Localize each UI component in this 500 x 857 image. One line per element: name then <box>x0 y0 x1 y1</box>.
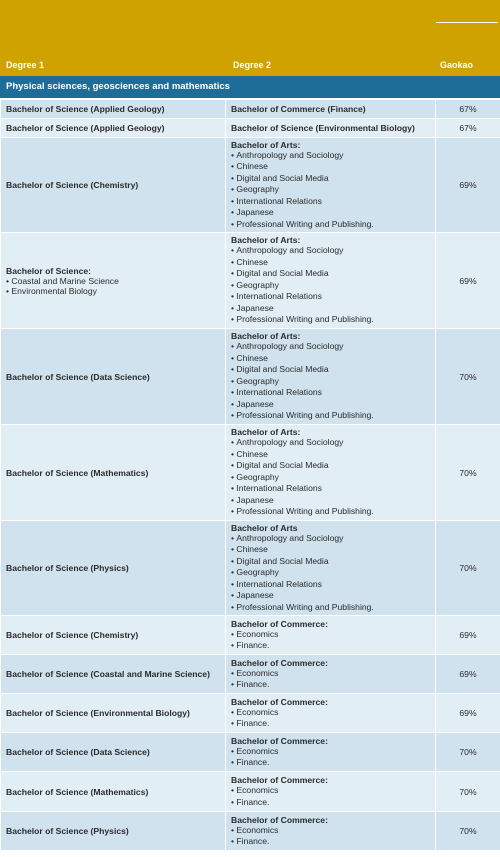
degree-2-item: • Japanese <box>231 399 430 411</box>
gaokao-cell: 69% <box>436 694 500 733</box>
degree-1-cell <box>1 521 226 616</box>
degree-1-title: Bachelor of Science (Environmental Biology) <box>6 708 190 718</box>
degree-1-cell <box>1 812 226 851</box>
gaokao-cell: 69% <box>436 655 500 694</box>
degree-2-item: • Geography <box>231 280 430 292</box>
degree-1-cell <box>1 119 226 138</box>
degree-2-cell <box>226 233 436 329</box>
table-row <box>1 812 500 851</box>
degree-1-title: Bachelor of Science (Physics) <box>6 826 129 836</box>
gaokao-cell: 69% <box>436 233 500 329</box>
degree-2-cell <box>226 812 436 851</box>
degree-2-title: Bachelor of Commerce: <box>231 775 328 785</box>
degree-2-item: • Japanese <box>231 495 430 507</box>
degree-2-item: • Geography <box>231 184 430 196</box>
header-degree-2: Degree 2 <box>233 60 272 70</box>
header-degree-1: Degree 1 <box>6 60 45 70</box>
degree-1-cell <box>1 616 226 655</box>
degree-2-cell <box>226 655 436 694</box>
degree-2-item: • Geography <box>231 567 430 579</box>
degree-2-item: • Anthropology and Sociology <box>231 437 430 449</box>
gaokao-cell: 70% <box>436 772 500 812</box>
degree-2-item: • Finance. <box>231 797 430 809</box>
degree-2-cell <box>226 138 436 233</box>
degree-1-item: • Coastal and Marine Science <box>6 276 220 286</box>
degree-2-item: • Chinese <box>231 544 430 556</box>
degree-2-title: Bachelor of Commerce: <box>231 657 328 668</box>
degree-1-title: Bachelor of Science (Physics) <box>6 563 129 573</box>
table-row <box>1 233 500 329</box>
degree-2-title: Bachelor of Commerce: <box>231 814 328 825</box>
degree-1-title: Bachelor of Science (Applied Geology) <box>6 123 165 133</box>
header-divider <box>436 22 498 23</box>
degree-2-item: • International Relations <box>231 579 430 591</box>
degree-2-title: Bachelor of Arts: <box>231 427 301 438</box>
table-row <box>1 694 500 733</box>
degree-1-cell <box>1 233 226 329</box>
gaokao-cell: 67% <box>436 119 500 138</box>
degree-1-cell <box>1 425 226 521</box>
degree-2-item: • Economics <box>231 707 430 719</box>
gaokao-cell: 70% <box>436 521 500 616</box>
degree-2-item: • Chinese <box>231 449 430 461</box>
degree-2-item: • Professional Writing and Publishing. <box>231 410 430 422</box>
degree-2-item: • Economics <box>231 629 430 641</box>
degree-2-item: • Finance. <box>231 718 430 730</box>
degree-2-title: Bachelor of Arts: <box>231 139 301 150</box>
degree-2-item-list <box>231 150 430 231</box>
degree-2-item: • Economics <box>231 746 430 758</box>
degree-1-item: • Environmental Biology <box>6 286 220 296</box>
degree-2-item: • International Relations <box>231 387 430 399</box>
degree-2-item: • Economics <box>231 785 430 797</box>
degree-2-item: • Chinese <box>231 257 430 269</box>
degree-2-item: • Professional Writing and Publishing. <box>231 314 430 326</box>
degree-2-item-list <box>231 746 430 769</box>
degree-2-item: • Economics <box>231 668 430 680</box>
degree-2-item-list <box>231 629 430 652</box>
degree-1-title: Bachelor of Science (Coastal and Marine Science) <box>6 669 210 679</box>
degree-2-item-list <box>231 707 430 730</box>
gaokao-cell: 70% <box>436 733 500 772</box>
degree-2-item: • Digital and Social Media <box>231 556 430 568</box>
degree-2-title: Bachelor of Commerce: <box>231 735 328 746</box>
degree-2-item: • Finance. <box>231 640 430 652</box>
degree-1-title: Bachelor of Science (Applied Geology) <box>6 104 165 114</box>
degree-2-title: Bachelor of Arts <box>231 522 298 533</box>
degree-2-item: • Anthropology and Sociology <box>231 150 430 162</box>
degree-2-item: • Professional Writing and Publishing. <box>231 506 430 518</box>
degree-1-title: Bachelor of Science (Data Science) <box>6 747 150 757</box>
degree-2-item: • Finance. <box>231 836 430 848</box>
table-row <box>1 119 500 138</box>
degree-2-title: Bachelor of Arts: <box>231 235 301 246</box>
degree-2-cell <box>226 329 436 425</box>
degree-2-cell <box>226 694 436 733</box>
degree-2-title: Bachelor of Commerce: <box>231 618 328 629</box>
gaokao-cell: 67% <box>436 100 500 119</box>
table-body <box>1 100 500 851</box>
degree-2-item: • Finance. <box>231 757 430 769</box>
degree-2-item-list <box>231 785 430 808</box>
degree-2-item-list <box>231 341 430 422</box>
table-row <box>1 655 500 694</box>
degree-1-title: Bachelor of Science (Mathematics) <box>6 786 149 797</box>
degree-2-title: Bachelor of Science (Environmental Biology) <box>231 123 415 133</box>
degree-2-item-list <box>231 245 430 326</box>
section-title: Physical sciences, geosciences and mathematics <box>0 76 500 99</box>
gaokao-cell: 70% <box>436 812 500 851</box>
degree-1-cell <box>1 733 226 772</box>
degree-2-cell <box>226 521 436 616</box>
header-gaokao: Gaokao <box>440 60 474 70</box>
gaokao-cell: 70% <box>436 425 500 521</box>
degree-2-item: • Japanese <box>231 207 430 219</box>
table-row <box>1 733 500 772</box>
degree-2-item: • Japanese <box>231 303 430 315</box>
degree-2-cell <box>226 119 436 138</box>
table-row <box>1 425 500 521</box>
degree-2-item: • Digital and Social Media <box>231 460 430 472</box>
degree-1-title: Bachelor of Science (Mathematics) <box>6 467 149 478</box>
degree-2-item: • Professional Writing and Publishing. <box>231 602 430 614</box>
table-row <box>1 329 500 425</box>
degree-2-item: • Anthropology and Sociology <box>231 341 430 353</box>
degree-2-cell <box>226 616 436 655</box>
degree-1-title: Bachelor of Science: <box>6 265 92 276</box>
table-row <box>1 138 500 233</box>
degree-1-cell <box>1 772 226 812</box>
degree-2-item: • Geography <box>231 472 430 484</box>
table-row <box>1 521 500 616</box>
degree-2-title: Bachelor of Commerce: <box>231 696 328 707</box>
degree-2-item-list <box>231 825 430 848</box>
degree-1-cell <box>1 138 226 233</box>
gaokao-cell: 70% <box>436 329 500 425</box>
degree-2-item: • Chinese <box>231 161 430 173</box>
gaokao-cell: 69% <box>436 616 500 655</box>
table-header <box>0 0 500 76</box>
degree-2-cell <box>226 772 436 812</box>
degree-2-title: Bachelor of Commerce (Finance) <box>231 104 366 114</box>
degree-2-item: • Finance. <box>231 679 430 691</box>
degree-1-cell <box>1 655 226 694</box>
degree-2-item: • Economics <box>231 825 430 837</box>
degree-2-item: • Digital and Social Media <box>231 364 430 376</box>
gaokao-cell: 69% <box>436 138 500 233</box>
degree-2-item-list <box>231 437 430 518</box>
degree-2-item: • Geography <box>231 376 430 388</box>
degree-1-title: Bachelor of Science (Data Science) <box>6 371 150 382</box>
degree-1-cell <box>1 694 226 733</box>
degree-1-title: Bachelor of Science (Chemistry) <box>6 630 139 640</box>
degree-2-item: • Japanese <box>231 590 430 602</box>
table-row <box>1 772 500 812</box>
degree-2-item: • Anthropology and Sociology <box>231 533 430 545</box>
degree-2-item: • Digital and Social Media <box>231 173 430 185</box>
degree-2-item-list <box>231 533 430 614</box>
degree-2-title: Bachelor of Arts: <box>231 331 301 342</box>
degree-2-cell <box>226 425 436 521</box>
table-row <box>1 100 500 119</box>
degree-2-item-list <box>231 668 430 691</box>
degree-2-item: • International Relations <box>231 291 430 303</box>
degree-2-item: • Chinese <box>231 353 430 365</box>
table-row <box>1 616 500 655</box>
degree-2-item: • Professional Writing and Publishing. <box>231 219 430 231</box>
degree-1-cell <box>1 329 226 425</box>
degree-2-item: • Anthropology and Sociology <box>231 245 430 257</box>
degree-2-item: • International Relations <box>231 196 430 208</box>
degree-2-cell <box>226 100 436 119</box>
degree-1-cell <box>1 100 226 119</box>
degree-2-cell <box>226 733 436 772</box>
degree-2-item: • Digital and Social Media <box>231 268 430 280</box>
degree-2-item: • International Relations <box>231 483 430 495</box>
degree-table <box>0 99 500 851</box>
degree-1-title: Bachelor of Science (Chemistry) <box>6 180 139 190</box>
